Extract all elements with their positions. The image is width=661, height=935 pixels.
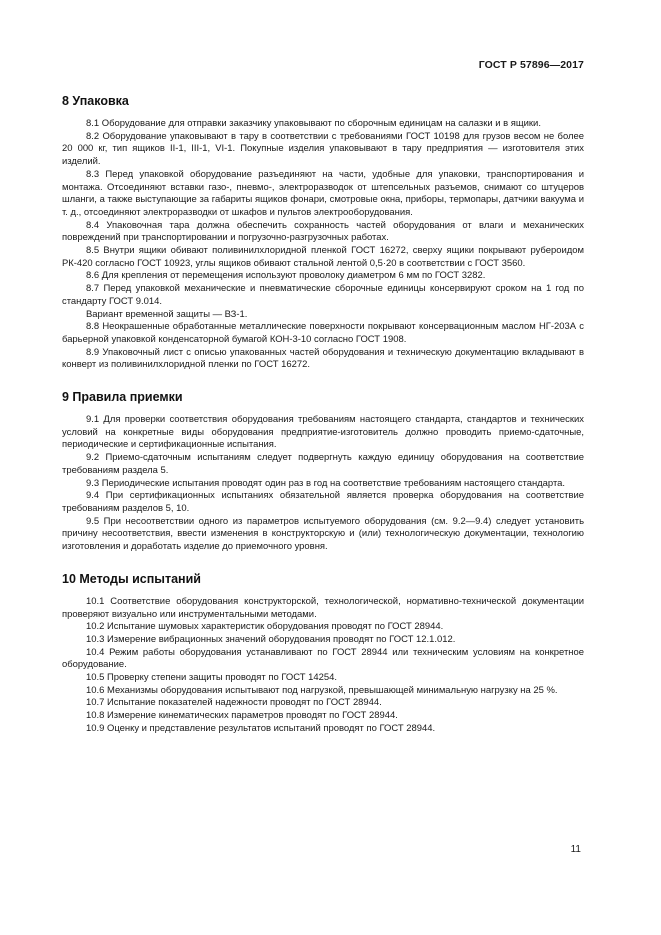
section-title-packaging: 8 Упаковка bbox=[62, 94, 129, 108]
paragraph-10-6: 10.6 Механизмы оборудования испытывают под нагрузкой, превышающей минимальную нагрузку на 25 %. bbox=[86, 684, 558, 696]
paragraph-10-3: 10.3 Измерение вибрационных значений оборудования проводят по ГОСТ 12.1.012. bbox=[86, 633, 456, 645]
paragraph-10-5: 10.5 Проверку степени защиты проводят по ГОСТ 14254. bbox=[86, 672, 338, 684]
paragraph-8-6: 8.6 Для крепления от перемещения используют проволоку диаметром 6 мм по ГОСТ 3282. bbox=[86, 270, 486, 282]
paragraph-10-8: 10.8 Измерение кинематических параметров проводят по ГОСТ 28944. bbox=[86, 710, 398, 722]
paragraph-8-9: 8.9 Упаковочный лист с описью упакованных частей оборудования и техническую документацию вкладывают в конверт из поливинилхлоридной пленки по ГОСТ 16272. bbox=[62, 346, 584, 371]
section-packaging bbox=[62, 94, 584, 372]
paragraph-10-1: 10.1 Соответствие оборудования конструкторской, технологической, нормативно-технической документации проверяют визуально или инструментальными методами. bbox=[62, 595, 584, 620]
paragraph-10-4: 10.4 Режим работы оборудования устанавливают по ГОСТ 28944 или техническим условиям на конкретное оборудование. bbox=[62, 646, 584, 671]
paragraph-10-7: 10.7 Испытание показателей надежности проводят по ГОСТ 28944. bbox=[86, 697, 382, 709]
paragraph-10-2: 10.2 Испытание шумовых характеристик оборудования проводят по ГОСТ 28944. bbox=[86, 621, 444, 633]
paragraph-9-5: 9.5 При несоответствии одного из параметров испытуемого оборудования (см. 9.2—9.4) следует установить причину несоответствия, ввести изменения в конструкторскую и (или) технологическую документации, технологию изготовления и доработать изделие до приемочного уровня. bbox=[62, 515, 584, 553]
paragraph-8-7: 8.7 Перед упаковкой механические и пневматические сборочные единицы консервируют сроком на 1 год по стандарту ГОСТ 9.014. bbox=[62, 283, 584, 307]
paragraph-8-8: 8.8 Неокрашенные обработанные металлические поверхности покрывают консервационным маслом НГ-203А с барьерной упаковкой конденсаторной бумагой КОН-3-10 согласно ГОСТ 1908. bbox=[62, 321, 584, 345]
paragraph-8-4: 8.4 Упаковочная тара должна обеспечить сохранность частей оборудования от влаги и механических повреждений при транспортировании и погрузочно-разгрузочных работах. bbox=[62, 219, 584, 244]
paragraph-8-7-variant: Вариант временной защиты — ВЗ-1. bbox=[86, 308, 248, 320]
page-content bbox=[62, 94, 584, 736]
section-title-test-methods: 10 Методы испытаний bbox=[62, 571, 201, 586]
paragraph-8-1: 8.1 Оборудование для отправки заказчику упаковывают по сборочным единицам на салазки и в ящики. bbox=[86, 118, 541, 129]
paragraph-8-5: 8.5 Внутри ящики обивают поливинилхлоридной пленкой ГОСТ 16272, сверху ящики покрывают рубероидом РК-420 согласно ГОСТ 10923, углы ящиков обивают стальной лентой 0,5·20 в соответствии с ГОСТ 3560. bbox=[62, 245, 584, 269]
paragraph-9-1: 9.1 Для проверки соответствия оборудования требованиям настоящего стандарта, стандартов и технических условий на конкретные виды оборудования предприятие-изготовитель должно проводить приемо-сдаточные, периодические и сертификационные испытания. bbox=[62, 414, 584, 451]
paragraph-10-9: 10.9 Оценку и представление результатов испытаний проводят по ГОСТ 28944. bbox=[86, 722, 436, 734]
section-title-acceptance-rules: 9 Правила приемки bbox=[62, 390, 183, 405]
paragraph-8-2: 8.2 Оборудование упаковывают в тару в соответствии с требованиями ГОСТ 10198 для грузов весом не более 20 000 кг, тип ящиков II-1, III-1, VI-1. Покупные изделия упаковывают в тару предприятия — изготовителя этих изделий. bbox=[62, 130, 584, 168]
paragraph-9-2: 9.2 Приемо-сдаточным испытаниям следует подвергнуть каждую единицу оборудования на соответствие требованиям раздела 5. bbox=[62, 452, 584, 476]
paragraph-8-3: 8.3 Перед упаковкой оборудование разъединяют на части, удобные для упаковки, транспортирования и монтажа. Отсоединяют вставки газо-, пневмо-, электроразводок от штепсельных разъемов, снимают со штуцеров шланги, а также выступающие за габариты ящиков фонари, смотровые окна, приборы, термопары, датчики вакуума и т. д., отсоединяют электроразводки от шкафов и пультов электрооборудования. bbox=[62, 168, 584, 218]
section-test-methods bbox=[62, 572, 584, 736]
document-header-standard: ГОСТ Р 57896—2017 bbox=[478, 59, 584, 71]
page-number: 11 bbox=[570, 844, 581, 855]
paragraph-9-4: 9.4 При сертификационных испытаниях обязательной является проверка оборудования на соответствие требованиям разделов 5, 10. bbox=[62, 490, 584, 514]
section-acceptance-rules bbox=[62, 390, 584, 554]
paragraph-9-3: 9.3 Периодические испытания проводят один раз в год на соответствие требованиям настоящего стандарта. bbox=[86, 477, 566, 489]
